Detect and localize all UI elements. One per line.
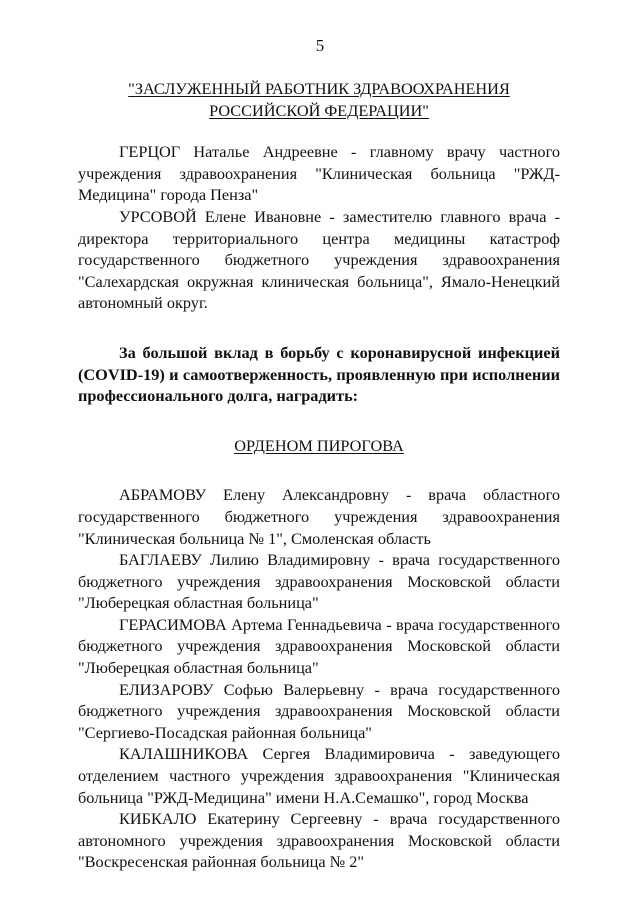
spacer	[78, 456, 560, 484]
award-title-honored-worker: "ЗАСЛУЖЕННЫЙ РАБОТНИК ЗДРАВООХРАНЕНИЯ РОССИЙСКОЙ ФЕДЕРАЦИИ"	[128, 79, 510, 120]
award-entry: КИБКАЛО Екатерину Сергеевну - врача государственного автономного учреждения здравоохранения Московской области "Воскресенская районная больница № 2"	[78, 809, 560, 872]
spacer	[78, 314, 560, 342]
award-entry: ЕЛИЗАРОВУ Софью Валерьевну - врача государственного бюджетного учреждения здравоохранения Московской области "Сергиево-Посадская районная больница"	[78, 679, 560, 742]
award-entry: ГЕРЦОГ Наталье Андреевне - главному врачу частного учреждения здравоохранения "Клиническая больница "РЖД-Медицина" города Пенза"	[78, 142, 560, 205]
award-entry: АБРАМОВУ Елену Александровну - врача областного государственного бюджетного учреждения здравоохранения "Клиническая больница № 1", Смоленская область	[78, 485, 560, 548]
award-entry: БАГЛАЕВУ Лилию Владимировну - врача государственного бюджетного учреждения здравоохранения Московской области "Люберецкая областная больница"	[78, 550, 560, 613]
award-entry: ГЕРАСИМОВА Артема Геннадьевича - врача государственного бюджетного учреждения здравоохранения Московской области "Люберецкая областная больница"	[78, 614, 560, 678]
page-number: 5	[315, 36, 325, 55]
spacer	[78, 121, 560, 141]
award-entry: КАЛАШНИКОВА Сергея Владимировича - заведующего отделением частного учреждения здравоохранения "Клиническая больница "РЖД-Медицина" имени Н.А.Семашко", город Москва	[78, 744, 560, 807]
award-entry: УРСОВОЙ Елене Ивановне - заместителю главного врача - директора территориального центра медицины катастроф государственного бюджетного учреждения здравоохранения "Салехардская окружная клиническая больница", Ямало-Ненецкий автономный округ.	[78, 206, 560, 313]
award-title-pirogov-order: ОРДЕНОМ ПИРОГОВА	[234, 435, 404, 455]
document-body	[78, 78, 560, 873]
decree-statement: За большой вклад в борьбу с коронавирусной инфекцией (COVID-19) и самоотверженность, проявленную при исполнении профессионального долга, наградить:	[78, 342, 560, 406]
spacer	[78, 407, 560, 435]
